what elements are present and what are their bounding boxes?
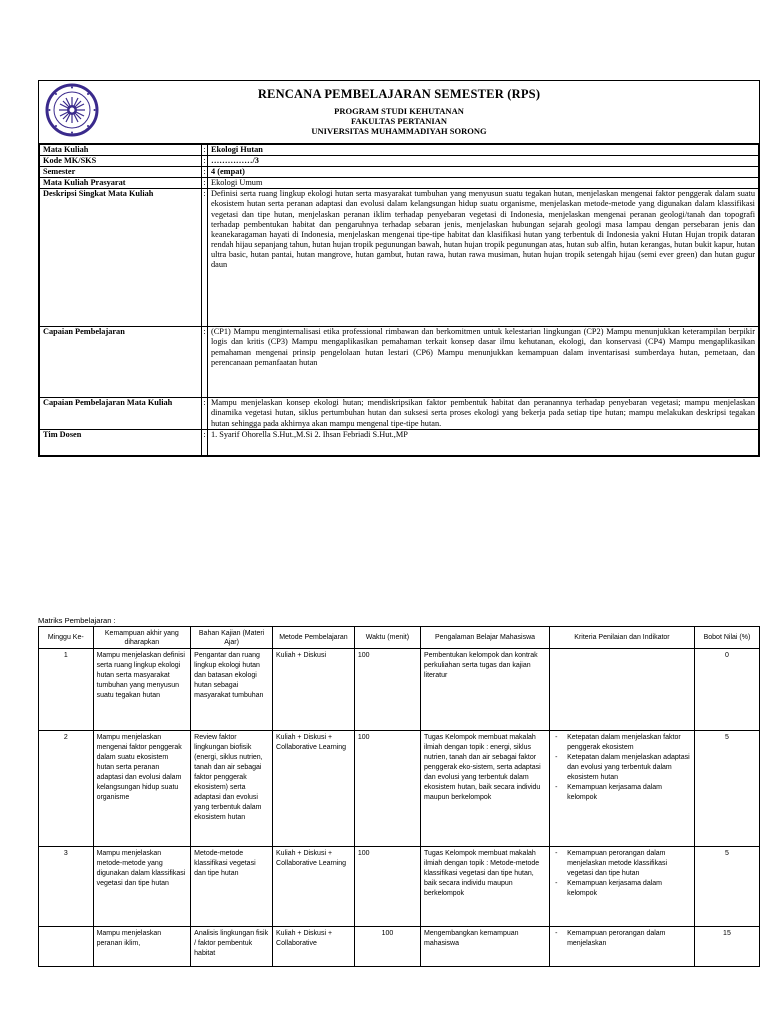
info-colon: :: [203, 167, 206, 177]
criteria-item: - Kemampuan kerjasama dalam kelompok: [553, 783, 691, 803]
table-row: [39, 927, 760, 967]
criteria-item: - Ketepatan dalam menjelaskan adaptasi dan evolusi yang terbentuk dalam ekosistem hutan: [553, 753, 691, 783]
criteria-cell: [550, 847, 695, 927]
material-cell: Metode-metode klassifikasi vegetasi dan tipe hutan: [191, 847, 273, 927]
material-cell: Pengantar dan ruang lingkup ekologi hutan dan batasan ekologi hutan sebagai masyarakat tumbuhan: [191, 649, 273, 731]
experience-cell: Tugas Kelompok membuat makalah ilmiah dengan topik : Metode-metode klassifikasi vegetasi dan tipe hutan, baik secara individu maupun berkelompok: [420, 847, 549, 927]
header-time: Waktu (menit): [354, 627, 420, 649]
weight-cell: 0: [694, 649, 759, 731]
method-cell: Kuliah + Diskusi: [273, 649, 355, 731]
info-colon: :: [202, 398, 208, 429]
info-label: Mata Kuliah Prasyarat: [40, 178, 202, 189]
time-cell: 100: [354, 731, 420, 847]
university-name: UNIVERSITAS MUHAMMADIYAH SORONG: [311, 126, 487, 136]
matrix-header-row: [39, 627, 760, 649]
info-row-learning-outcomes: [40, 327, 759, 398]
matrix-label: Matriks Pembelajaran :: [38, 616, 116, 625]
table-row: [39, 847, 760, 927]
criteria-cell: [550, 731, 695, 847]
info-colon: :: [202, 327, 208, 398]
method-cell: Kuliah + Diskusi + Collaborative: [273, 927, 355, 967]
criteria-item: - Kemampuan kerjasama dalam kelompok: [553, 879, 691, 899]
rps-info-block: [38, 80, 760, 457]
info-label: Tim Dosen: [40, 429, 202, 455]
info-value: Ekologi Hutan: [208, 145, 759, 156]
info-label: Capaian Pembelajaran: [40, 327, 202, 398]
info-colon: :: [202, 429, 208, 455]
info-colon: :: [203, 145, 206, 154]
info-colon: :: [202, 189, 208, 327]
week-cell: [39, 927, 94, 967]
header-experience: Pengalaman Belajar Mahasiswa: [420, 627, 549, 649]
criteria-cell: [550, 927, 695, 967]
ability-cell: Mampu menjelaskan definisi serta ruang lingkup ekologi hutan serta masyarakat tumbuhan yang menyusun suatu tegakan hutan: [93, 649, 191, 731]
material-cell: Analisis lingkungan fisik / faktor pembentuk habitat: [191, 927, 273, 967]
criteria-item: - Kemampuan perorangan dalam menjelaskan: [553, 929, 691, 949]
weight-cell: 5: [694, 847, 759, 927]
table-row: [39, 649, 760, 731]
info-row-lecturers: [40, 429, 759, 455]
info-row-prerequisite: [40, 178, 759, 189]
info-value: (CP1) Mampu menginternalisasi etika professional rimbawan dan berkomitmen untuk kelestarian lingkungan (CP2) Mampu menunjukkan keterampilan berpikir logis dan kritis (CP3) Mampu mengaplikasikan pemahaman terkait konsep dasar ilmu kehutanan, ekologi, dan konservasi (CP4) Mampu mengaplikasikan pemahaman mengenai prinsip pengelolaan hutan lestari (CP6) Mampu menunjukkan kemampuan dalam inventarisasi sumberdaya hutan, pemetaan, dan perencanaan pemanfaatan hutan: [208, 327, 759, 398]
program-name: PROGRAM STUDI KEHUTANAN: [334, 106, 464, 116]
time-cell: 100: [354, 847, 420, 927]
week-cell: 3: [39, 847, 94, 927]
rps-header: [39, 81, 759, 144]
info-label: Semester: [40, 167, 202, 178]
experience-cell: Mengembangkan kemampuan mahasiswa: [420, 927, 549, 967]
info-row-course-code: [40, 156, 759, 167]
criteria-list: [553, 849, 691, 899]
material-cell: Review faktor lingkungan biofisik (energi, siklus nutrien, tanah dan air sebagai faktor penggerak ekosistem) serta adaptasi dan evolusi yang terbentuk dalam ekosistem hutan: [191, 731, 273, 847]
info-colon: :: [203, 156, 206, 166]
rps-title: RENCANA PEMBELAJARAN SEMESTER (RPS): [257, 87, 541, 101]
table-row: [39, 731, 760, 847]
weight-cell: 5: [694, 731, 759, 847]
ability-cell: Mampu menjelaskan mengenai faktor penggerak dalam suatu ekosistem hutan serta peranan adaptasi dan evolusi dalam kelangsungan hidup suatu organisme: [93, 731, 191, 847]
info-label: Deskripsi Singkat Mata Kuliah: [40, 189, 202, 327]
info-value: Definisi serta ruang lingkup ekologi hutan serta masyarakat tumbuhan yang menyusun suatu tegakan hutan, menjelaskan mengenai faktor penggerak dalam suatu ekosistem hutan serta peranan adaptasi dan evolusi dalam kelangsungan hidup suatu organisme, menjelaskan metode-metode yang digunakan dalam klassifikasi vegetasi dan tipe hutan, menjelaskan peranan iklim terhadap penyebaran vegetasi di Indonesia, menjelaskan mengenai peranan geologi/tanah dan topografi terhadap pembentukan habitat dan pengaruhnya terhadap sebaran jenis, menjelaskan hubungan sejarah geologi masa lampau dengan persebaran jenis dan keanekaragaman hayati di Indonesia, menjelaskan mengenai tipe-tipe habitat dan klasifikasi hutan yang terbentuk di Indonesia yakni Hutan Hujan tropik dataran rendah hijau sepanjang tahun, hutan hujan tropik pegunungan bawah, hutan hujan tropik pegunungan atas, hutan sub alfin, hutan kerangas, hutan bukit kapur, hutan ultra basic, hutan pantai, hutan mangrove, hutan gambut, hutan rawa, hutan rawa musiman, hutan hujan tropik setengah hijau (semi ever green) dan hutan gugur daun: [208, 189, 759, 327]
week-cell: 1: [39, 649, 94, 731]
info-value: Ekologi Umum: [208, 178, 759, 189]
ability-cell: Mampu menjelaskan metode-metode yang digunakan dalam klassifikasi vegetasi dan tipe hutan: [93, 847, 191, 927]
info-value: Mampu menjelaskan konsep ekologi hutan; mendiskripsikan faktor pembentuk habitat dan peranannya terhadap penyebaran vegetasi; mampu menjelaskan dinamika vegetasi hutan, siklus pertumbuhan hutan dan suksesi serta proses ekologi yang bekerja pada setiap tipe hutan; mampu melakukan deskripsi tegakan hutan sehingga pada akhirnya akan mampu mengenal tipe-tipe hutan.: [208, 398, 759, 429]
info-value: 1. Syarif Ohorella S.Hut.,M.Si 2. Ihsan Febriadi S.Hut.,MP: [208, 429, 759, 455]
method-cell: Kuliah + Diskusi + Collaborative Learning: [273, 731, 355, 847]
time-cell: 100: [354, 649, 420, 731]
method-cell: Kuliah + Diskusi + Collaborative Learning: [273, 847, 355, 927]
criteria-list: [553, 733, 691, 803]
criteria-cell: [550, 649, 695, 731]
course-info-table: [39, 144, 759, 456]
rps-header-text: [39, 87, 759, 136]
info-row-description: [40, 189, 759, 327]
header-ability: Kemampuan akhir yang diharapkan: [93, 627, 191, 649]
criteria-list: [553, 929, 691, 949]
info-label: Capaian Pembelajaran Mata Kuliah: [40, 398, 202, 429]
experience-cell: Tugas Kelompok membuat makalah ilmiah dengan topik : energi, siklus nutrien, tanah dan air sebagai faktor penggerak eko-sistem, serta adaptasi dan evolusi yang terbentuk dalam ekosistem hutan, baik secara individu maupun berkelompok: [420, 731, 549, 847]
info-colon: :: [203, 178, 206, 188]
header-weight: Bobot Nilai (%): [694, 627, 759, 649]
criteria-item: - Kemampuan perorangan dalam menjelaskan metode klassifikasi vegetasi dan tipe hutan: [553, 849, 691, 879]
info-value: 4 (empat): [208, 167, 759, 178]
ability-cell: Mampu menjelaskan peranan iklim,: [93, 927, 191, 967]
time-cell: 100: [354, 927, 420, 967]
info-row-course-outcomes: [40, 398, 759, 429]
header-criteria: Kriteria Penilaian dan Indikator: [550, 627, 695, 649]
weight-cell: 15: [694, 927, 759, 967]
learning-matrix-table: [38, 626, 760, 967]
week-cell: 2: [39, 731, 94, 847]
info-label: Kode MK/SKS: [40, 156, 202, 167]
experience-cell: Pembentukan kelompok dan kontrak perkuliahan serta tugas dan kajian literatur: [420, 649, 549, 731]
faculty-name: FAKULTAS PERTANIAN: [351, 116, 447, 126]
info-row-semester: [40, 167, 759, 178]
info-value: ……………/3: [208, 156, 759, 167]
info-label: Mata Kuliah: [40, 145, 202, 156]
criteria-item: - Ketepatan dalam menjelaskan faktor penggerak ekosistem: [553, 733, 691, 753]
header-method: Metode Pembelajaran: [273, 627, 355, 649]
header-week: Minggu Ke-: [39, 627, 94, 649]
info-row-course-name: [40, 145, 759, 156]
header-material: Bahan Kajian (Materi Ajar): [191, 627, 273, 649]
